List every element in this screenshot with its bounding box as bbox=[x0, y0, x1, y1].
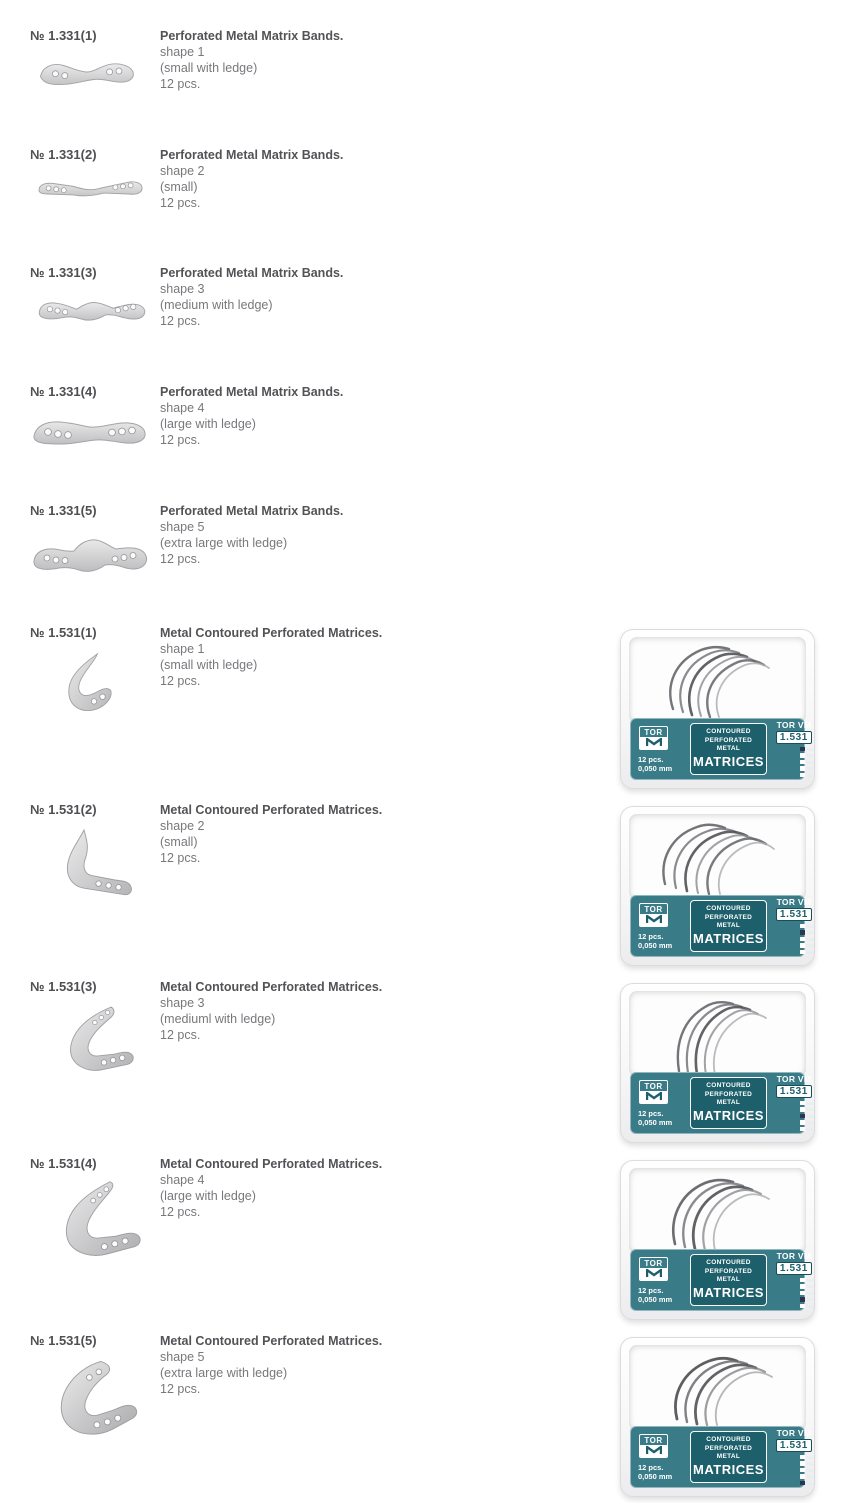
box-label-right bbox=[770, 1428, 818, 1486]
variant-checkbox bbox=[800, 1304, 805, 1309]
variant-label: №4 bbox=[806, 766, 814, 771]
box-tray bbox=[629, 1345, 806, 1431]
variant-label: №2 bbox=[806, 1107, 814, 1112]
label-line-perforated-metal: PERFORATED METAL bbox=[704, 1444, 753, 1461]
label-line-matrices: MATRICES bbox=[693, 1284, 764, 1300]
box-label-left bbox=[637, 726, 687, 773]
variant-checkbox bbox=[800, 766, 805, 771]
product-qty-line: 12 pcs. bbox=[160, 196, 201, 210]
matrix-band-shape-3-image bbox=[34, 291, 152, 342]
variant-row bbox=[800, 1277, 814, 1283]
product-description bbox=[160, 384, 343, 448]
box-brand-text: TOR VM bbox=[776, 720, 812, 731]
variant-label: №5 bbox=[806, 1303, 814, 1309]
product-description bbox=[160, 625, 382, 689]
matrix-band-shape-1-image bbox=[34, 54, 146, 106]
label-line-contoured: CONTOURED bbox=[706, 1259, 751, 1267]
product-code: № 1.331(4) bbox=[30, 384, 97, 399]
box-tray bbox=[629, 991, 806, 1077]
box-label bbox=[630, 1426, 814, 1488]
variant-row bbox=[800, 1454, 814, 1460]
variant-label: №3 bbox=[806, 1290, 814, 1296]
box-label-right bbox=[770, 897, 818, 955]
product-title: Perforated Metal Matrix Bands. bbox=[160, 148, 344, 162]
product-row bbox=[0, 979, 854, 1156]
variant-row bbox=[800, 1290, 814, 1296]
product-qty-line: 12 pcs. bbox=[160, 314, 201, 328]
product-row bbox=[0, 1333, 854, 1503]
product-size-line: (mediuml with ledge) bbox=[160, 1012, 276, 1026]
variant-row bbox=[800, 1120, 814, 1126]
variant-row bbox=[800, 1467, 814, 1473]
variant-checkbox bbox=[800, 753, 805, 758]
product-shape-line: shape 1 bbox=[160, 45, 205, 59]
product-row bbox=[0, 147, 854, 266]
variant-label: №2 bbox=[806, 753, 814, 758]
product-code: № 1.331(2) bbox=[30, 147, 97, 162]
product-row bbox=[0, 802, 854, 979]
variant-label: №5 bbox=[806, 772, 814, 778]
contoured-matrix-shape-5-image bbox=[44, 1355, 148, 1456]
variant-label: №3 bbox=[806, 1113, 814, 1119]
box-pcs-text: 12 pcs. bbox=[638, 1285, 664, 1295]
tor-vm-logo bbox=[639, 1434, 668, 1458]
matrix-band-shape-5-image bbox=[30, 533, 154, 590]
box-label-center bbox=[690, 1254, 767, 1306]
product-description bbox=[160, 147, 343, 211]
variant-checkbox bbox=[800, 924, 805, 929]
variant-label: №1 bbox=[806, 923, 814, 929]
product-title: Metal Contoured Perforated Matrices. bbox=[160, 803, 383, 817]
matrices-cluster-photo bbox=[635, 1168, 805, 1258]
tor-logo-m-icon bbox=[640, 737, 667, 749]
variant-row bbox=[800, 1107, 814, 1113]
product-qty-line: 12 pcs. bbox=[160, 1382, 201, 1396]
product-description bbox=[160, 1156, 382, 1220]
variant-label: №2 bbox=[806, 1284, 814, 1289]
variant-row bbox=[800, 1100, 814, 1106]
variant-checkbox bbox=[800, 1474, 805, 1479]
box-pcs-text: 12 pcs. bbox=[638, 754, 664, 764]
variant-checkbox bbox=[800, 943, 805, 948]
box-thickness-text: 0,050 mm bbox=[638, 940, 673, 950]
product-box-photo bbox=[620, 806, 815, 966]
box-label-right bbox=[770, 720, 818, 778]
variant-row bbox=[800, 1474, 814, 1480]
box-brand-text: TOR VM bbox=[776, 1428, 812, 1439]
box-code-badge: 1.531 bbox=[776, 1085, 812, 1098]
box-label-center bbox=[690, 1431, 767, 1483]
box-label-center bbox=[690, 723, 767, 775]
variant-checkbox bbox=[800, 1284, 805, 1289]
tor-logo-m-icon bbox=[640, 1268, 667, 1280]
variant-label: №5 bbox=[806, 1126, 814, 1132]
contoured-matrix-shape-4-image bbox=[44, 1178, 148, 1277]
product-size-line: (small) bbox=[160, 835, 198, 849]
variant-row bbox=[800, 1284, 814, 1290]
product-shape-line: shape 1 bbox=[160, 642, 205, 656]
product-row bbox=[0, 503, 854, 623]
label-line-perforated-metal: PERFORATED METAL bbox=[704, 913, 753, 930]
variant-label: №1 bbox=[806, 1100, 814, 1106]
box-label bbox=[630, 895, 814, 957]
product-description bbox=[160, 265, 343, 329]
box-label bbox=[630, 1249, 814, 1311]
tor-logo-m-icon bbox=[640, 1445, 667, 1457]
box-brand-text: TOR VM bbox=[776, 1074, 812, 1085]
box-thickness-text: 0,050 mm bbox=[638, 1117, 673, 1127]
variant-row bbox=[800, 1113, 814, 1119]
tor-logo-m-icon bbox=[640, 1091, 667, 1103]
product-size-line: (small) bbox=[160, 180, 198, 194]
product-code: № 1.531(4) bbox=[30, 1156, 97, 1171]
variant-label: №1 bbox=[806, 1454, 814, 1460]
matrices-cluster-photo bbox=[635, 1345, 805, 1435]
box-code-badge: 1.531 bbox=[776, 1439, 812, 1452]
box-label bbox=[630, 718, 814, 780]
label-line-contoured: CONTOURED bbox=[706, 1082, 751, 1090]
variant-checkbox bbox=[800, 1278, 805, 1283]
variant-checkbox bbox=[800, 950, 805, 955]
product-code: № 1.331(1) bbox=[30, 28, 97, 43]
variant-checkbox bbox=[800, 1127, 805, 1132]
variant-checklist bbox=[800, 1454, 814, 1486]
tor-logo-m-icon bbox=[640, 914, 667, 926]
label-line-perforated-metal: PERFORATED METAL bbox=[704, 736, 753, 753]
variant-checkbox bbox=[800, 1455, 805, 1460]
variant-checkbox bbox=[800, 760, 805, 765]
product-shape-line: shape 5 bbox=[160, 1350, 205, 1364]
variant-checklist bbox=[800, 923, 814, 955]
contoured-matrix-shape-1-image bbox=[44, 647, 139, 737]
product-shape-line: shape 2 bbox=[160, 164, 205, 178]
product-code: № 1.331(5) bbox=[30, 503, 97, 518]
box-label-right bbox=[770, 1251, 818, 1309]
box-thickness-text: 0,050 mm bbox=[638, 763, 673, 773]
variant-row bbox=[800, 943, 814, 949]
box-code-badge: 1.531 bbox=[776, 908, 812, 921]
variant-checkbox bbox=[800, 747, 805, 752]
product-description bbox=[160, 503, 343, 567]
variant-checkbox bbox=[800, 1114, 805, 1119]
variant-row bbox=[800, 746, 814, 752]
product-box-photo bbox=[620, 1160, 815, 1320]
variant-checklist bbox=[800, 1277, 814, 1309]
box-thickness-text: 0,050 mm bbox=[638, 1294, 673, 1304]
variant-checkbox bbox=[800, 1468, 805, 1473]
product-qty-line: 12 pcs. bbox=[160, 1205, 201, 1219]
box-code-badge: 1.531 bbox=[776, 1262, 812, 1275]
product-size-line: (large with ledge) bbox=[160, 1189, 256, 1203]
product-description bbox=[160, 1333, 382, 1397]
label-line-matrices: MATRICES bbox=[693, 1107, 764, 1123]
product-title: Metal Contoured Perforated Matrices. bbox=[160, 1334, 383, 1348]
product-row bbox=[0, 625, 854, 802]
variant-checklist bbox=[800, 1100, 814, 1132]
box-label-right bbox=[770, 1074, 818, 1132]
box-pcs-text: 12 pcs. bbox=[638, 1462, 664, 1472]
product-description bbox=[160, 802, 382, 866]
product-size-line: (medium with ledge) bbox=[160, 298, 273, 312]
box-tray bbox=[629, 1168, 806, 1254]
variant-checklist bbox=[800, 746, 814, 778]
variant-row bbox=[800, 1461, 814, 1467]
box-pcs-text: 12 pcs. bbox=[638, 1108, 664, 1118]
product-shape-line: shape 5 bbox=[160, 520, 205, 534]
variant-row bbox=[800, 930, 814, 936]
product-qty-line: 12 pcs. bbox=[160, 77, 201, 91]
tor-vm-logo bbox=[639, 903, 668, 927]
box-thickness-text: 0,050 mm bbox=[638, 1471, 673, 1481]
variant-label: №3 bbox=[806, 759, 814, 765]
variant-row bbox=[800, 766, 814, 772]
variant-label: №2 bbox=[806, 930, 814, 935]
product-row bbox=[0, 384, 854, 503]
variant-label: №4 bbox=[806, 1120, 814, 1125]
box-brand-text: TOR VM bbox=[776, 1251, 812, 1262]
variant-checkbox bbox=[800, 930, 805, 935]
product-shape-line: shape 2 bbox=[160, 819, 205, 833]
product-description bbox=[160, 28, 343, 92]
tor-vm-logo bbox=[639, 726, 668, 750]
label-line-perforated-metal: PERFORATED METAL bbox=[704, 1267, 753, 1284]
product-row bbox=[0, 265, 854, 384]
tor-vm-logo bbox=[639, 1080, 668, 1104]
variant-row bbox=[800, 753, 814, 759]
product-size-line: (small with ledge) bbox=[160, 61, 258, 75]
product-title: Metal Contoured Perforated Matrices. bbox=[160, 626, 383, 640]
box-label-left bbox=[637, 903, 687, 950]
product-size-line: (large with ledge) bbox=[160, 417, 256, 431]
variant-label: №1 bbox=[806, 746, 814, 752]
contoured-matrix-shape-2-image bbox=[44, 824, 144, 921]
product-size-line: (small with ledge) bbox=[160, 658, 258, 672]
variant-checkbox bbox=[800, 1461, 805, 1466]
product-qty-line: 12 pcs. bbox=[160, 851, 201, 865]
variant-checkbox bbox=[800, 1291, 805, 1296]
matrix-band-shape-2-image bbox=[34, 173, 149, 220]
box-code-badge: 1.531 bbox=[776, 731, 812, 744]
variant-checkbox bbox=[800, 1481, 805, 1486]
variant-label: №4 bbox=[806, 1474, 814, 1479]
product-size-line: (extra large with ledge) bbox=[160, 1366, 288, 1380]
product-row bbox=[0, 28, 854, 147]
variant-row bbox=[800, 759, 814, 765]
box-tray bbox=[629, 814, 806, 900]
matrices-cluster-photo bbox=[635, 991, 805, 1081]
product-size-line: (extra large with ledge) bbox=[160, 536, 288, 550]
product-box-photo bbox=[620, 629, 815, 789]
matrices-cluster-photo bbox=[635, 637, 805, 727]
box-label-left bbox=[637, 1434, 687, 1481]
box-brand-text: TOR VM bbox=[776, 897, 812, 908]
box-label-center bbox=[690, 1077, 767, 1129]
label-line-contoured: CONTOURED bbox=[706, 728, 751, 736]
label-line-perforated-metal: PERFORATED METAL bbox=[704, 1090, 753, 1107]
product-code: № 1.331(3) bbox=[30, 265, 97, 280]
product-description bbox=[160, 979, 382, 1043]
variant-row bbox=[800, 949, 814, 955]
variant-label: №2 bbox=[806, 1461, 814, 1466]
product-shape-line: shape 4 bbox=[160, 1173, 205, 1187]
tor-logo-text: TOR bbox=[644, 727, 663, 737]
product-title: Metal Contoured Perforated Matrices. bbox=[160, 980, 383, 994]
variant-row bbox=[800, 1303, 814, 1309]
product-shape-line: shape 3 bbox=[160, 282, 205, 296]
product-row bbox=[0, 1156, 854, 1333]
variant-row bbox=[800, 1126, 814, 1132]
product-qty-line: 12 pcs. bbox=[160, 1028, 201, 1042]
variant-checkbox bbox=[800, 1120, 805, 1125]
matrices-cluster-photo bbox=[635, 814, 805, 904]
label-line-matrices: MATRICES bbox=[693, 753, 764, 769]
variant-checkbox bbox=[800, 1297, 805, 1302]
label-line-contoured: CONTOURED bbox=[706, 905, 751, 913]
box-tray bbox=[629, 637, 806, 723]
variant-row bbox=[800, 772, 814, 778]
product-code: № 1.531(2) bbox=[30, 802, 97, 817]
box-label bbox=[630, 1072, 814, 1134]
tor-logo-text: TOR bbox=[644, 1435, 663, 1445]
product-qty-line: 12 pcs. bbox=[160, 674, 201, 688]
variant-row bbox=[800, 1480, 814, 1486]
variant-label: №3 bbox=[806, 936, 814, 942]
label-line-contoured: CONTOURED bbox=[706, 1436, 751, 1444]
product-title: Metal Contoured Perforated Matrices. bbox=[160, 1157, 383, 1171]
product-box-photo bbox=[620, 983, 815, 1143]
variant-label: №1 bbox=[806, 1277, 814, 1283]
variant-label: №4 bbox=[806, 1297, 814, 1302]
product-title: Perforated Metal Matrix Bands. bbox=[160, 385, 344, 399]
contoured-matrix-shape-3-image bbox=[44, 1001, 144, 1098]
tor-vm-logo bbox=[639, 1257, 668, 1281]
tor-logo-text: TOR bbox=[644, 1081, 663, 1091]
variant-row bbox=[800, 1297, 814, 1303]
matrix-band-shape-4-image bbox=[30, 410, 152, 463]
label-line-matrices: MATRICES bbox=[693, 1461, 764, 1477]
product-title: Perforated Metal Matrix Bands. bbox=[160, 266, 344, 280]
variant-label: №5 bbox=[806, 949, 814, 955]
product-code: № 1.531(1) bbox=[30, 625, 97, 640]
product-box-photo bbox=[620, 1337, 815, 1497]
product-code: № 1.531(5) bbox=[30, 1333, 97, 1348]
variant-row bbox=[800, 936, 814, 942]
product-code: № 1.531(3) bbox=[30, 979, 97, 994]
product-title: Perforated Metal Matrix Bands. bbox=[160, 29, 344, 43]
variant-label: №3 bbox=[806, 1467, 814, 1473]
product-shape-line: shape 3 bbox=[160, 996, 205, 1010]
box-label-left bbox=[637, 1080, 687, 1127]
variant-checkbox bbox=[800, 1101, 805, 1106]
tor-logo-text: TOR bbox=[644, 1258, 663, 1268]
variant-checkbox bbox=[800, 937, 805, 942]
variant-checkbox bbox=[800, 1107, 805, 1112]
product-shape-line: shape 4 bbox=[160, 401, 205, 415]
product-title: Perforated Metal Matrix Bands. bbox=[160, 504, 344, 518]
variant-label: №4 bbox=[806, 943, 814, 948]
product-qty-line: 12 pcs. bbox=[160, 552, 201, 566]
variant-checkbox bbox=[800, 773, 805, 778]
tor-logo-text: TOR bbox=[644, 904, 663, 914]
label-line-matrices: MATRICES bbox=[693, 930, 764, 946]
variant-row bbox=[800, 923, 814, 929]
box-label-left bbox=[637, 1257, 687, 1304]
product-qty-line: 12 pcs. bbox=[160, 433, 201, 447]
variant-label: №5 bbox=[806, 1480, 814, 1486]
box-pcs-text: 12 pcs. bbox=[638, 931, 664, 941]
box-label-center bbox=[690, 900, 767, 952]
